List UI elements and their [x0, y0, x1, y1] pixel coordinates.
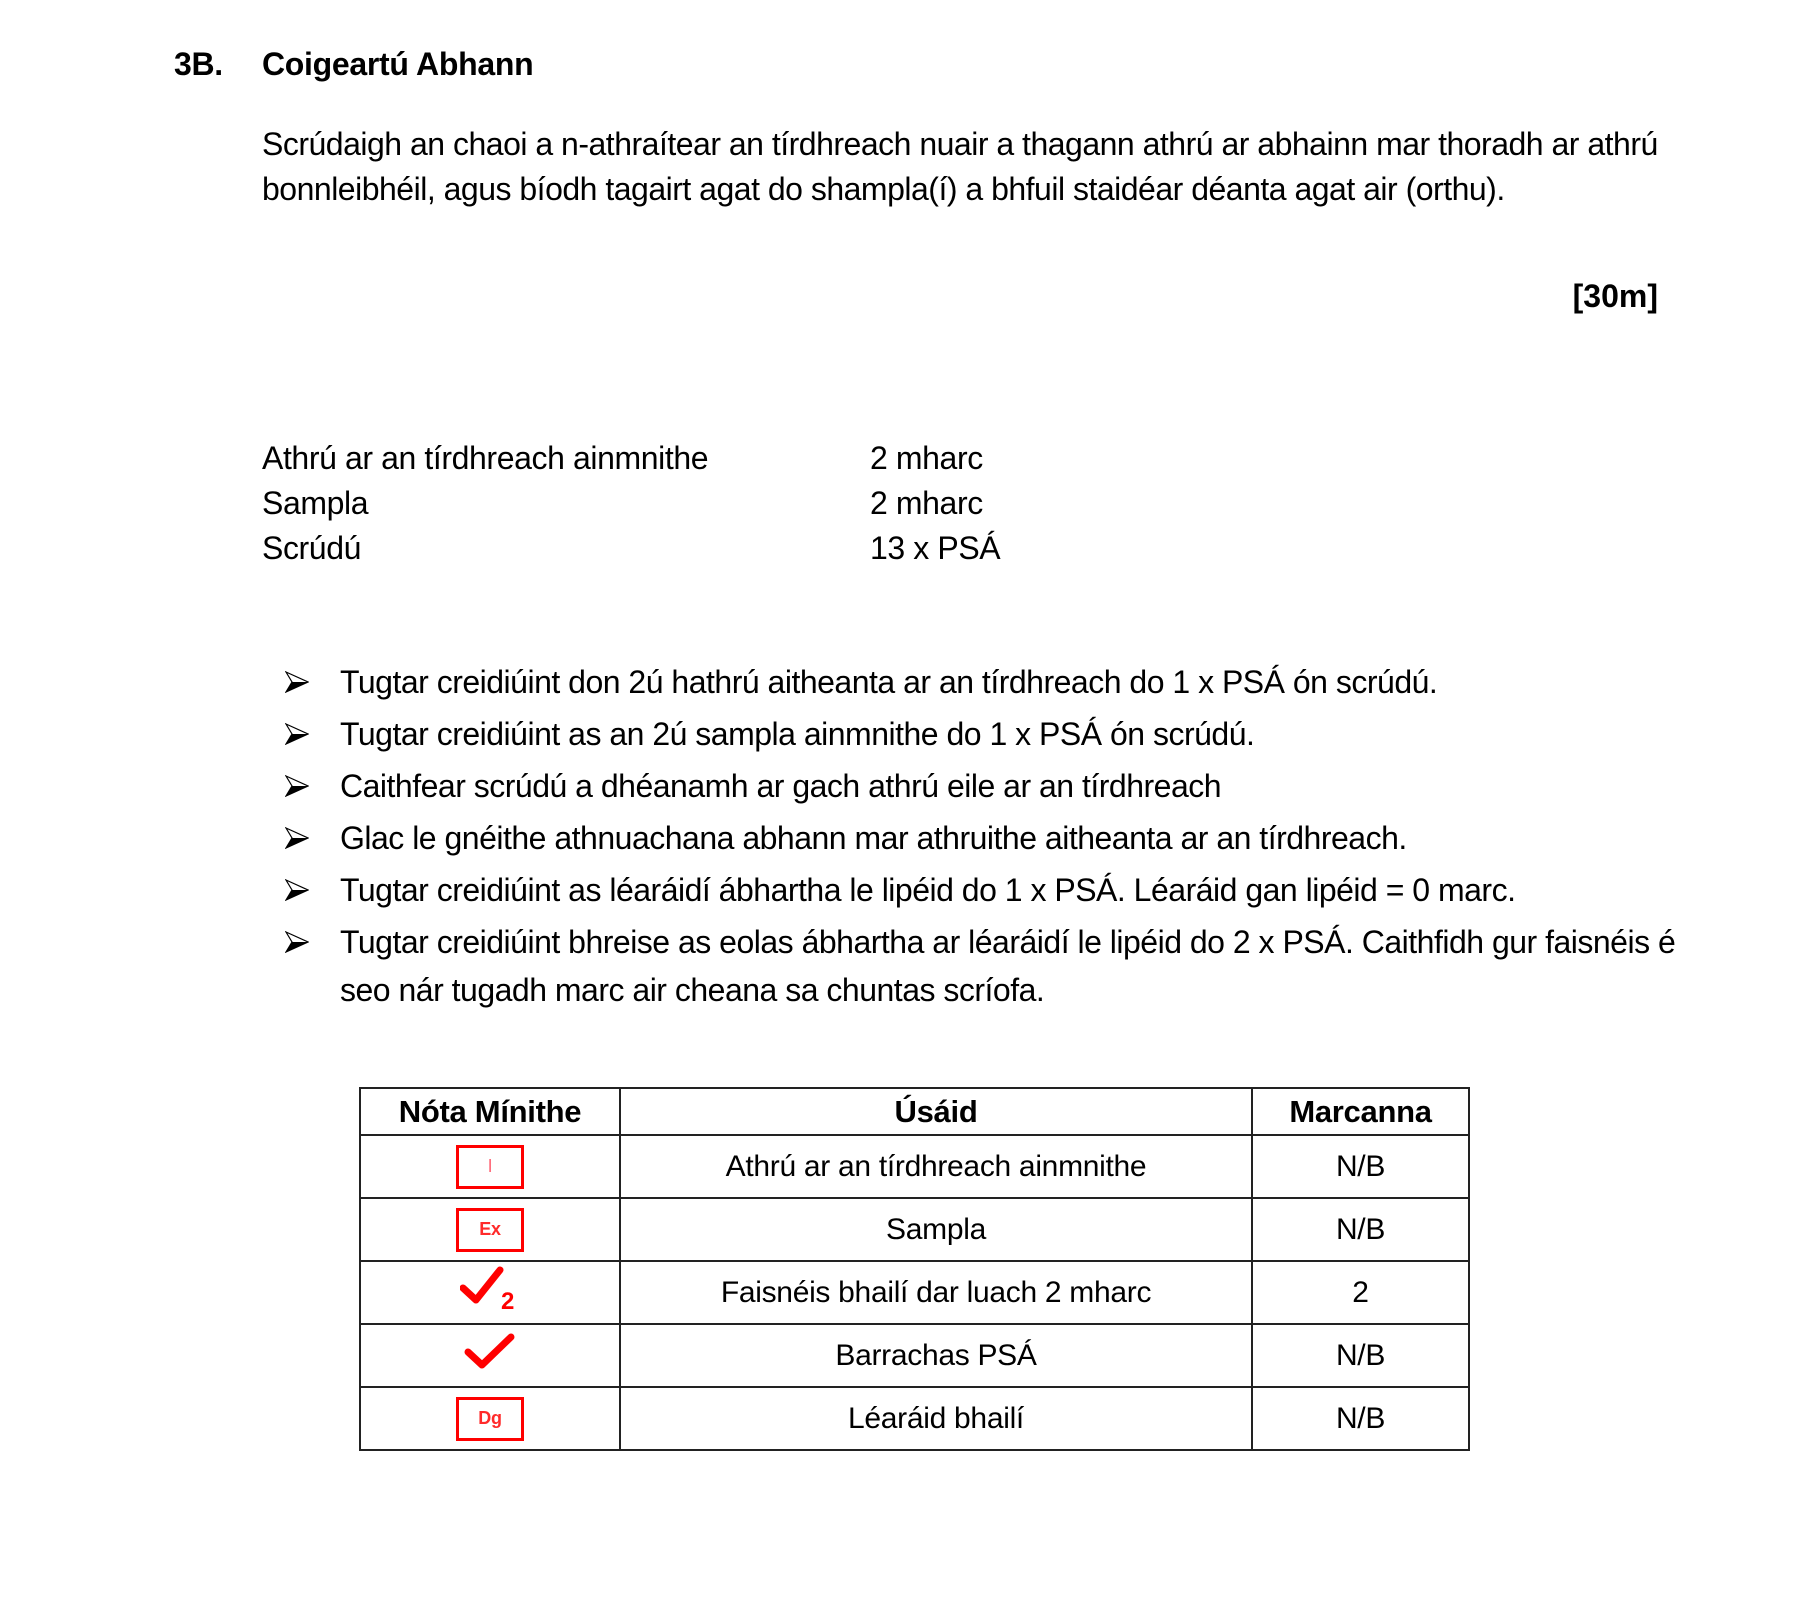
arrowhead-bullet-icon [285, 710, 340, 758]
list-item [285, 658, 1685, 706]
marks-cell: N/B [1252, 1324, 1469, 1387]
allocation-value: 13 x PSÁ [870, 530, 1001, 566]
box-i-icon [456, 1145, 524, 1189]
column-header: Úsáid [620, 1088, 1252, 1135]
table-row [360, 1261, 1469, 1324]
allocation-row [262, 436, 1000, 481]
list-item-text: Tugtar creidiúint as an 2ú sampla ainmnithe do 1 x PSÁ ón scrúdú. [340, 716, 1255, 752]
table-row [360, 1135, 1469, 1198]
usage-cell: Sampla [620, 1198, 1252, 1261]
arrowhead-bullet-icon [285, 814, 340, 862]
usage-cell: Léaráid bhailí [620, 1387, 1252, 1450]
arrowhead-bullet-icon [285, 866, 340, 914]
marks-cell: 2 [1252, 1261, 1469, 1324]
total-marks: [30m] [1572, 278, 1658, 314]
annotation-cell [360, 1387, 620, 1450]
svg-text:2: 2 [501, 1287, 515, 1312]
allocation-row [262, 526, 1000, 571]
allocation-row [262, 481, 1000, 526]
allocation-value: 2 mharc [870, 485, 983, 521]
list-item-text: Glac le gnéithe athnuachana abhann mar athruithe aitheanta ar an tírdhreach. [340, 820, 1407, 856]
list-item [285, 866, 1685, 914]
column-header: Nóta Mínithe [360, 1088, 620, 1135]
table-row [360, 1324, 1469, 1387]
list-item-text: Tugtar creidiúint bhreise as eolas ábhartha ar léaráidí le lipéid do 2 x PSÁ. Caithfidh gur faisnéis é seo nár tugadh marc air cheana sa chuntas scríofa. [340, 924, 1676, 1008]
annotation-key-table [359, 1087, 1470, 1451]
annotation-cell [360, 1261, 620, 1324]
usage-cell: Barrachas PSÁ [620, 1324, 1252, 1387]
allocation-label: Scrúdú [262, 530, 361, 566]
marks-cell: N/B [1252, 1135, 1469, 1198]
arrowhead-bullet-icon [285, 918, 340, 966]
usage-cell: Faisnéis bhailí dar luach 2 mharc [620, 1261, 1252, 1324]
allocation-value: 2 mharc [870, 440, 983, 476]
question-text: Scrúdaigh an chaoi a n-athraítear an tírdhreach nuair a thagann athrú ar abhainn mar thoradh ar athrú bonnleibhéil, agus bíodh tagairt agat do shampla(í) a bhfuil staidéar déanta agat air (orthu). [262, 126, 1658, 207]
list-item-text: Tugtar creidiúint as léaráidí ábhartha le lipéid do 1 x PSÁ. Léaráid gan lipéid = 0 marc. [340, 872, 1516, 908]
annotation-cell [360, 1135, 620, 1198]
list-item [285, 762, 1685, 810]
marks-cell: N/B [1252, 1387, 1469, 1450]
table-row [360, 1198, 1469, 1261]
table-header-row [360, 1088, 1469, 1135]
list-item [285, 710, 1685, 758]
icon-label: Ex [479, 1219, 501, 1239]
list-item-text: Tugtar creidiúint don 2ú hathrú aitheanta ar an tírdhreach do 1 x PSÁ ón scrúdú. [340, 664, 1438, 700]
column-header: Marcanna [1252, 1088, 1469, 1135]
marking-notes-list [285, 658, 1685, 1018]
annotation-cell [360, 1324, 620, 1387]
list-item-text: Caithfear scrúdú a dhéanamh ar gach athrú eile ar an tírdhreach [340, 768, 1222, 804]
question-title: Coigeartú Abhann [262, 46, 534, 82]
allocation-label: Athrú ar an tírdhreach ainmnithe [262, 440, 709, 476]
tick-icon [464, 1332, 516, 1380]
arrowhead-bullet-icon [285, 658, 340, 706]
icon-label: I [487, 1156, 493, 1176]
icon-label: Dg [478, 1408, 502, 1428]
list-item [285, 814, 1685, 862]
marks-cell: N/B [1252, 1198, 1469, 1261]
arrowhead-bullet-icon [285, 762, 340, 810]
allocation-label: Sampla [262, 485, 369, 521]
list-item [285, 918, 1685, 1014]
question-number: 3B. [174, 46, 223, 82]
table-row [360, 1387, 1469, 1450]
box-dg-icon [456, 1397, 524, 1441]
marks-allocation [262, 436, 1000, 571]
usage-cell: Athrú ar an tírdhreach ainmnithe [620, 1135, 1252, 1198]
tick-2-icon [460, 1266, 520, 1320]
annotation-cell [360, 1198, 620, 1261]
box-ex-icon [456, 1208, 524, 1252]
